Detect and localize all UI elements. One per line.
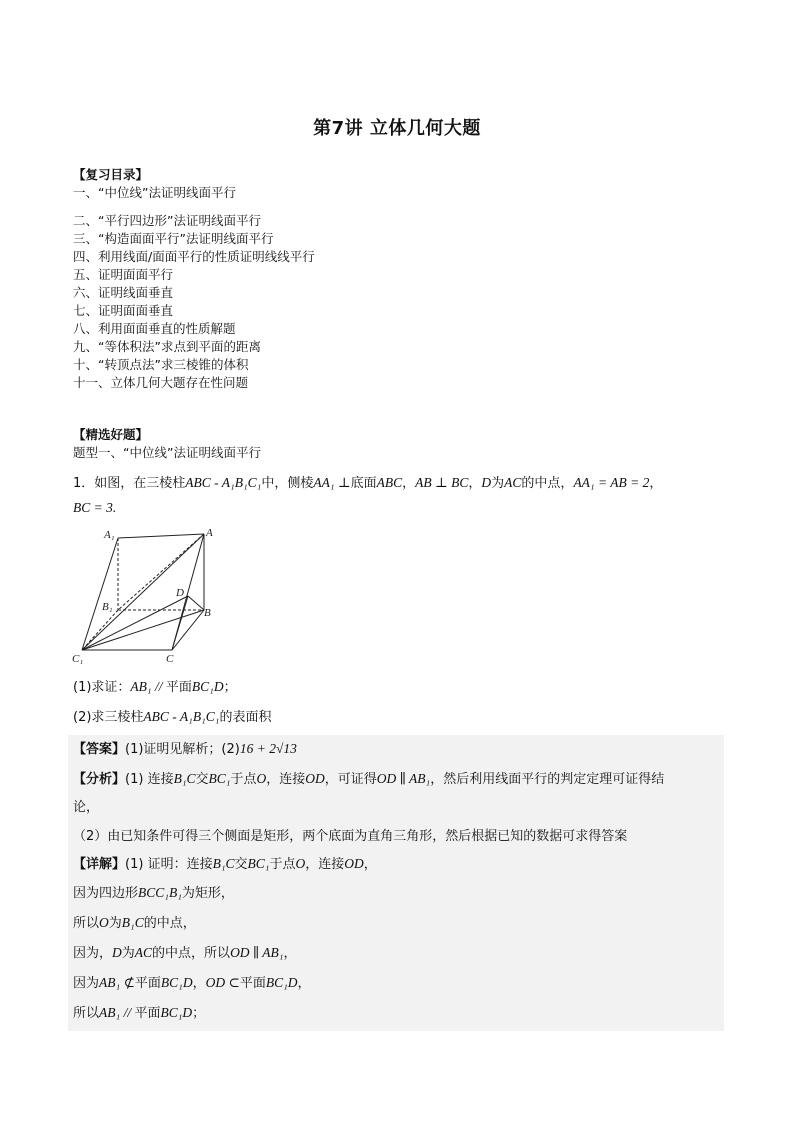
label-b1: B₁ [102,601,113,613]
review-section [73,166,724,202]
review-item: 八、利用面面垂直的性质解题 [73,321,236,336]
question-1: (1)求证：AB₁ // 平面BC₁D； [73,679,237,695]
review-item: 十、“转顶点法”求三棱锥的体积 [73,357,249,372]
review-header: 【复习目录】 [73,167,149,182]
label-a1: A₁ [104,529,115,541]
question-type-title: 题型一、“中位线”法证明线面平行 [73,445,261,460]
detail-line-5: 因为AB₁ ⊄平面BC₁D，OD ⊂平面BC₁D， [73,975,311,991]
review-item: 三、“构造面面平行”法证明线面平行 [73,231,274,246]
detail-line-6: 所以AB₁ // 平面BC₁D； [73,1005,206,1021]
prism-figure [70,524,220,666]
review-item: 四、利用线面/面面平行的性质证明线线平行 [73,249,315,264]
edge-c1-d [82,596,188,650]
edge-a1-a [118,534,204,538]
review-item: 七、证明面面垂直 [73,303,174,318]
question-2: (2)求三棱柱ABC - A₁B₁C₁的表面积 [73,709,272,725]
detail-line-2: 因为四边形BCC₁B₁为矩形， [73,885,234,901]
edge-b-c [172,610,204,650]
page-title: 第7讲 立体几何大题 [313,118,481,139]
review-item: 六、证明线面垂直 [73,285,174,300]
detail-line-3: 所以O为B₁C的中点， [73,915,196,931]
problem-line-1: 1．如图，在三棱柱ABC - A₁B₁C₁中，侧棱AA₁ ⊥底面ABC，AB ⊥ BC，D为AC的中点，AA₁ = AB = 2， [73,475,663,491]
answer-line: 【答案】(1)证明见解析；(2)16 + 2√13 [73,741,297,757]
review-list [73,212,724,392]
prism-diagram [70,524,220,666]
review-item: 一、“中位线”法证明线面平行 [73,185,236,200]
label-a: A [206,527,213,539]
review-item: 二、“平行四边形”法证明线面平行 [73,213,261,228]
label-d: D [176,587,184,599]
detail-line-4: 因为，D为AC的中点，所以OD ∥ AB₁， [73,945,297,961]
selected-section [73,426,724,462]
review-item: 五、证明面面平行 [73,267,174,282]
review-item: 十一、立体几何大题存在性问题 [73,375,249,390]
problem-line-2: BC = 3. [73,500,117,515]
label-c: C [166,653,174,665]
selected-header: 【精选好题】 [73,427,149,442]
review-item: 九、“等体积法”求点到平面的距离 [73,339,261,354]
analysis-line-2: 论， [73,800,100,815]
edge-d-b [188,596,204,610]
analysis-line-3: （2）由已知条件可得三个侧面是矩形，两个底面为直角三角形，然后根据已知的数据可求得答案 [73,829,628,844]
analysis-line-1: 【分析】(1) 连接B₁C交BC₁于点O，连接OD，可证得OD ∥ AB₁，然后利用线面平行的判定定理可证得结 [73,771,665,787]
label-b: B [204,607,211,619]
detail-line-1: 【详解】(1) 证明：连接B₁C交BC₁于点O，连接OD， [73,856,377,872]
label-c1: C₁ [72,653,84,665]
